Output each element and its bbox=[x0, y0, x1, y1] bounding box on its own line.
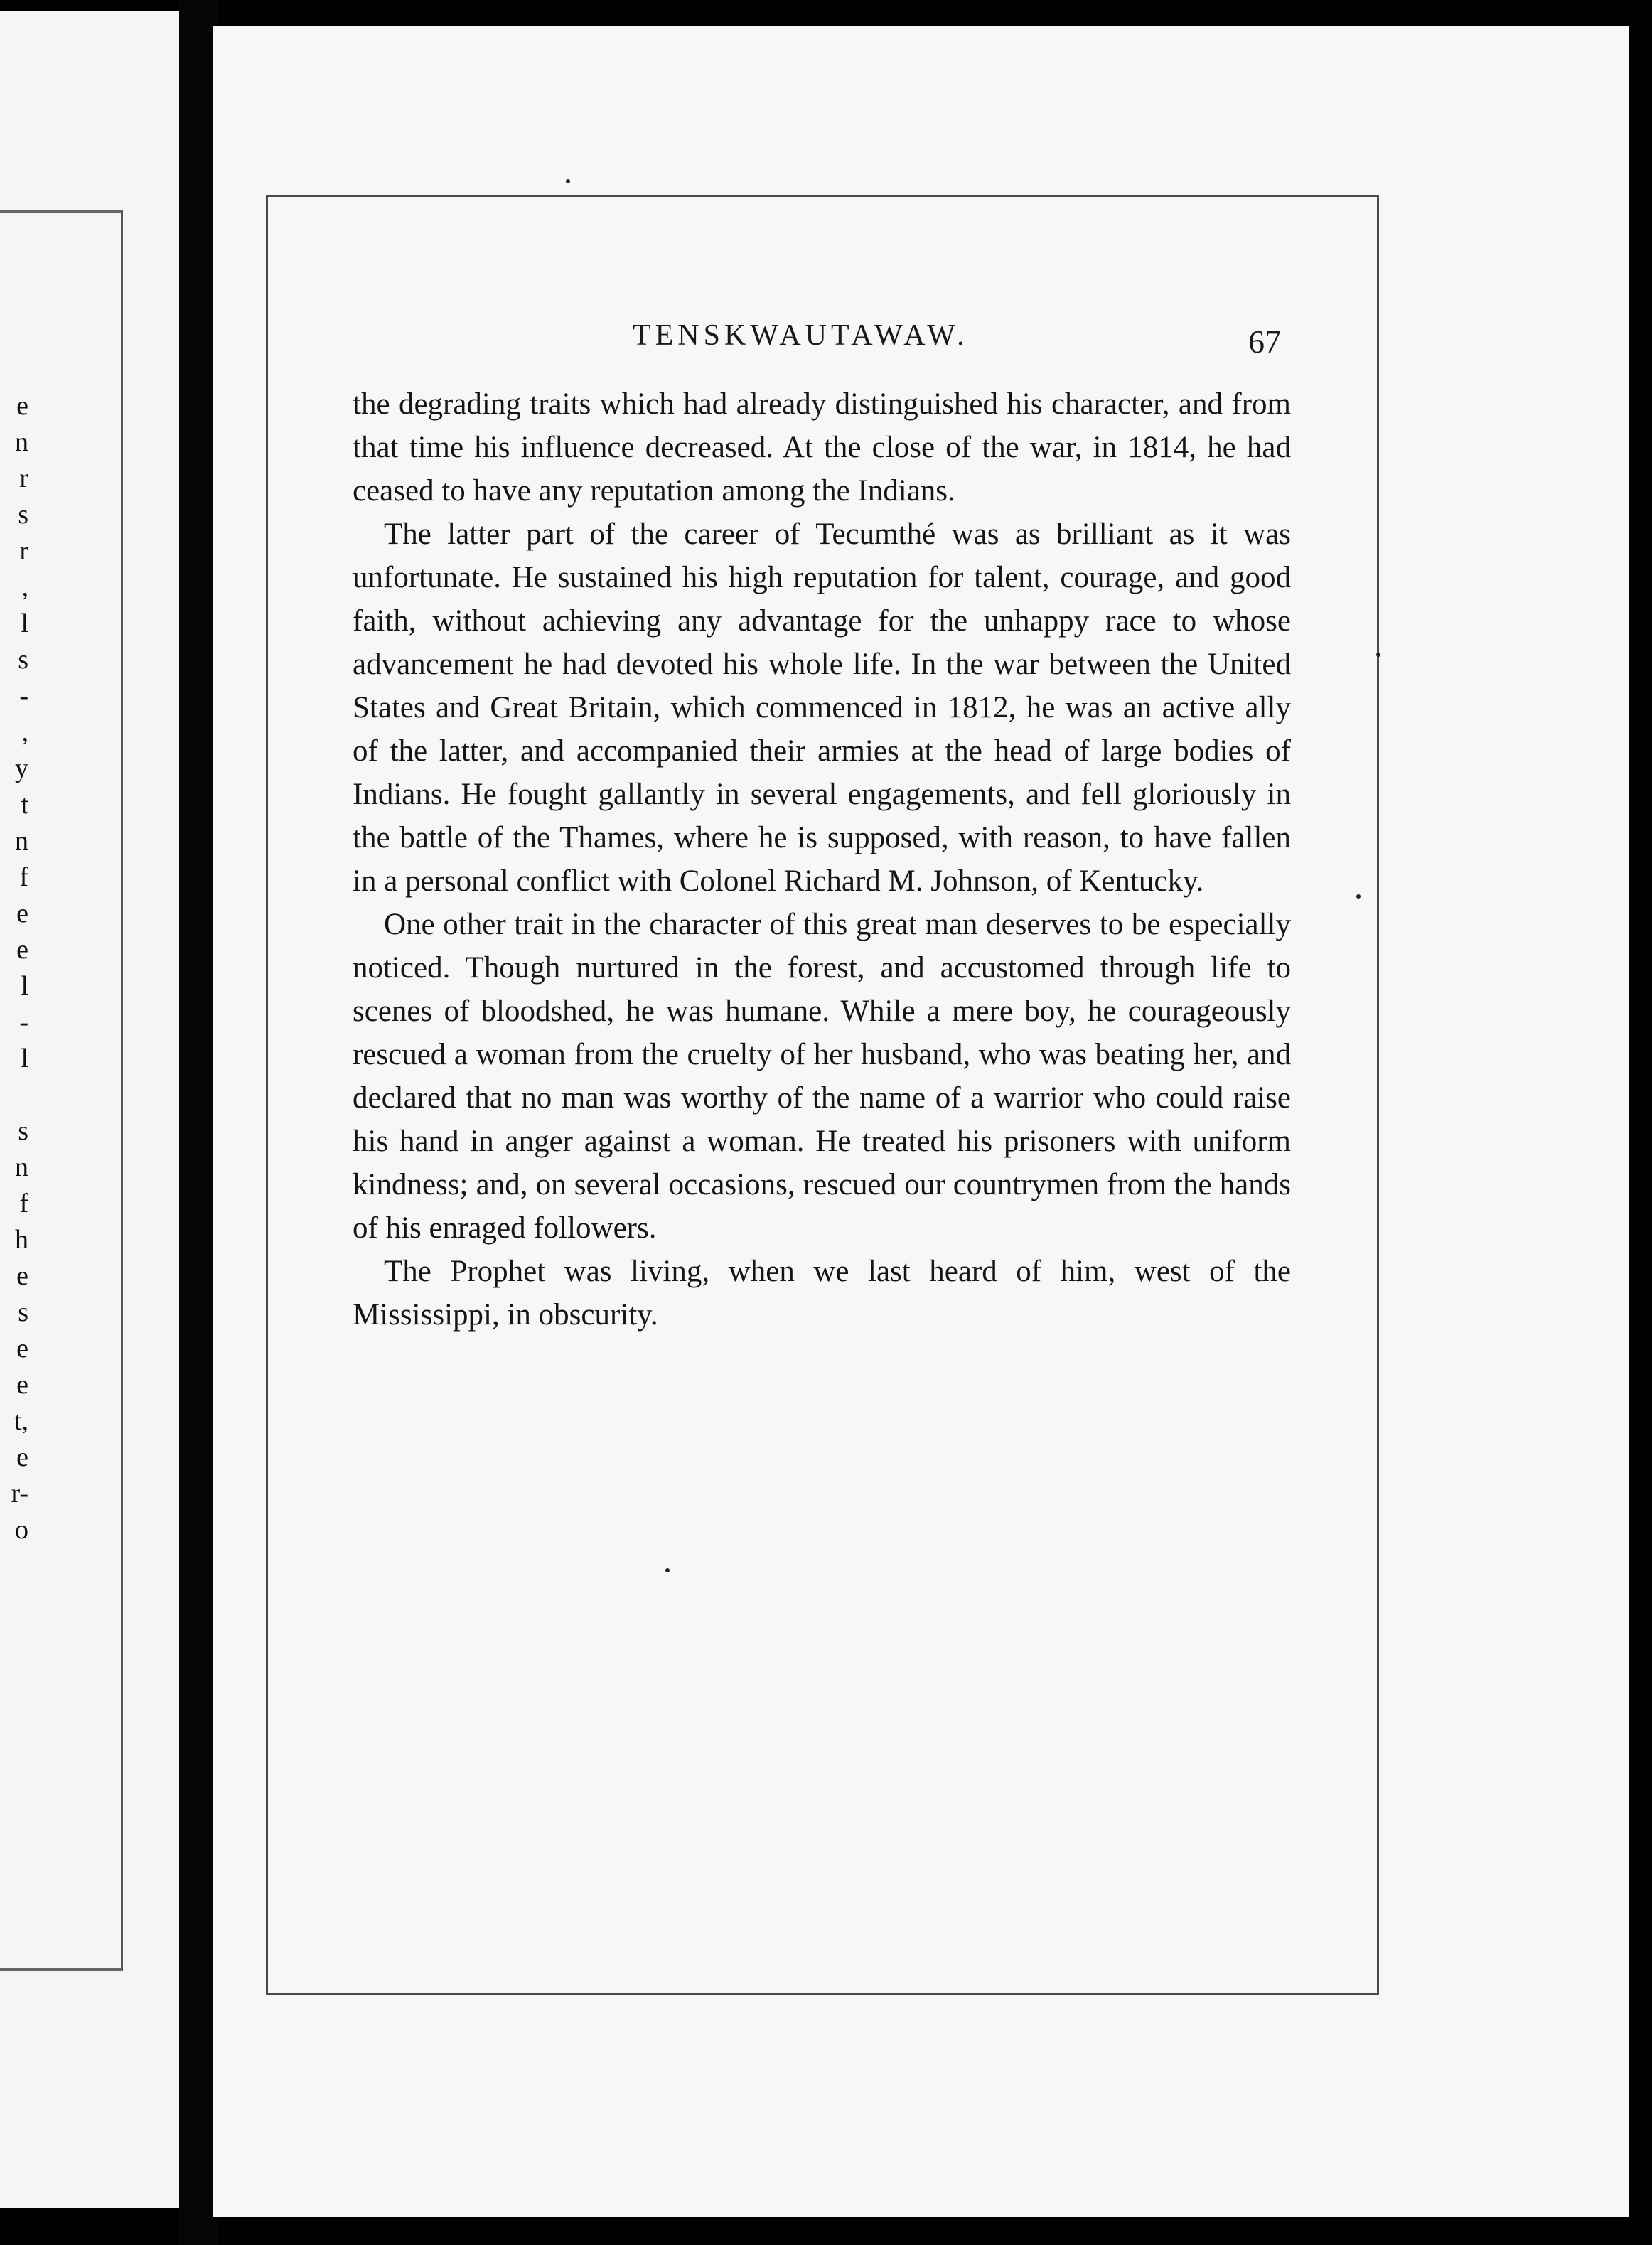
fragment: e bbox=[16, 391, 28, 421]
fragment: h bbox=[15, 1225, 28, 1255]
fragment: - bbox=[19, 1007, 28, 1037]
body-text bbox=[353, 382, 1291, 1336]
fragment: s bbox=[18, 1116, 28, 1146]
fragment: r bbox=[19, 536, 28, 566]
fragment: f bbox=[19, 1189, 28, 1218]
ink-speck bbox=[1356, 894, 1361, 899]
fragment: e bbox=[16, 1261, 28, 1291]
ink-speck bbox=[1376, 653, 1380, 657]
fragment: - bbox=[19, 681, 28, 711]
fragment: t, bbox=[14, 1406, 28, 1436]
fragment: l bbox=[21, 1044, 28, 1073]
previous-page-text-fragments bbox=[0, 388, 28, 1548]
fragment: f bbox=[19, 862, 28, 892]
fragment: r bbox=[19, 464, 28, 493]
ink-speck bbox=[566, 179, 570, 183]
fragment: e bbox=[16, 1334, 28, 1363]
fragment: e bbox=[16, 899, 28, 928]
paragraph: The Prophet was living, when we last heard of him, west of the Mississippi, in obscurity. bbox=[353, 1255, 1291, 1332]
fragment: l bbox=[21, 609, 28, 638]
fragment: e bbox=[16, 1442, 28, 1472]
fragment: t bbox=[21, 790, 28, 820]
paragraph: One other trait in the character of this great man deserves to be especially noticed. Though nurtured in the forest, and accustomed through life to scenes of bloodshed, he was humane. While a mere boy, he courageously rescued a woman from the cruelty of her husband, who was beating her, and declared that no man was worthy of the name of a warrior who could raise his hand in anger against a woman. He treated his prisoners with uniform kindness; and, on several occasions, rescued our countrymen from the hands of his enraged followers. bbox=[353, 908, 1291, 1245]
fragment: n bbox=[15, 427, 28, 457]
fragment: e bbox=[16, 1370, 28, 1400]
fragment: s bbox=[18, 1297, 28, 1327]
fragment: n bbox=[15, 826, 28, 856]
fragment: r- bbox=[11, 1479, 28, 1509]
fragment: o bbox=[15, 1515, 28, 1545]
book-page bbox=[213, 26, 1629, 2217]
paragraph: The latter part of the career of Tecumthé was as brilliant as it was unfortunate. He sustained his high reputation for talent, courage, and good faith, without achieving any advantage for the unhappy race to whose advancement he had devoted his whole life. In the war between the United States and Great Britain, which commenced in 1812, he was an active ally of the latter, and accompanied their armies at the head of large bodies of Indians. He fought gallantly in several engagements, and fell gloriously in the battle of the Thames, where he is supposed, with reason, to have fallen in a personal conflict with Colonel Richard M. Johnson, of Kentucky. bbox=[353, 518, 1291, 898]
fragment: e bbox=[16, 935, 28, 965]
fragment: s bbox=[18, 500, 28, 530]
fragment: l bbox=[21, 971, 28, 1001]
fragment: y bbox=[15, 754, 28, 783]
fragment: , bbox=[21, 717, 28, 747]
fragment: , bbox=[21, 572, 28, 602]
fragment: s bbox=[18, 645, 28, 675]
ink-speck bbox=[665, 1568, 670, 1572]
previous-page-edge bbox=[0, 11, 179, 2208]
fragment: n bbox=[15, 1152, 28, 1182]
page-number: 67 bbox=[1248, 323, 1281, 360]
running-head: TENSKWAUTAWAW. bbox=[633, 319, 969, 352]
fragment bbox=[0, 1077, 28, 1113]
paragraph: the degrading traits which had already distinguished his character, and from that time his influence decreased. At the close of the war, in 1814, he had ceased to have any reputation among the Indians. bbox=[353, 387, 1291, 508]
